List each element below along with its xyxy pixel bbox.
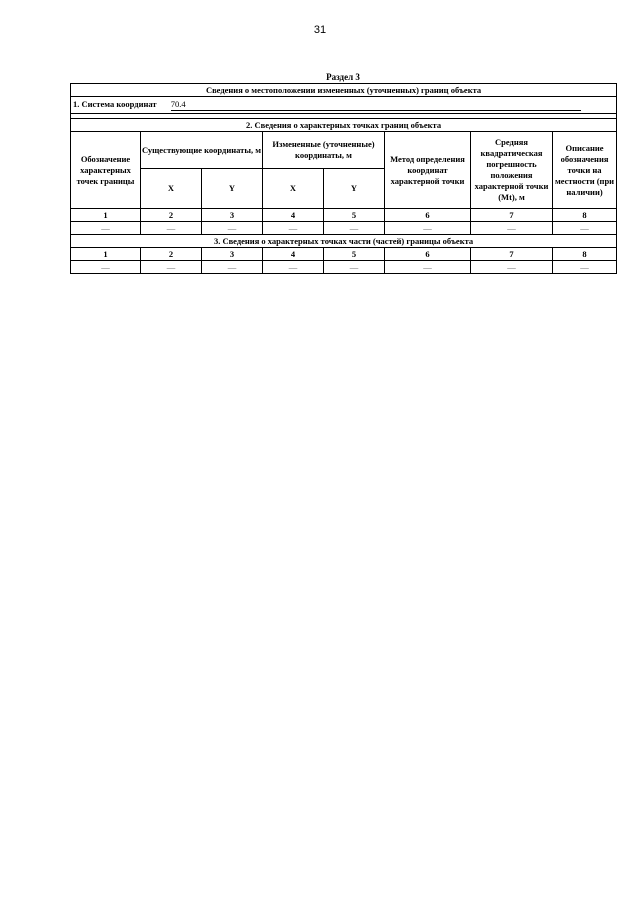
col-number: 7: [471, 248, 553, 261]
table-cell: —: [324, 261, 385, 274]
col-number: 7: [471, 209, 553, 222]
table-title: Сведения о местоположении измененных (уточненных) границ объекта: [71, 84, 617, 97]
header-description: Описание обозначения точки на местности (при наличии): [553, 132, 617, 209]
table-cell: —: [202, 222, 263, 235]
table-cell: —: [324, 222, 385, 235]
header-y-changed: Y: [324, 169, 385, 209]
table-cell: —: [263, 261, 324, 274]
header-existing-coords: Существующие координаты, м: [141, 132, 263, 169]
header-x-existing: X: [141, 169, 202, 209]
col-number: 2: [141, 209, 202, 222]
table-cell: —: [141, 261, 202, 274]
header-x-changed: X: [263, 169, 324, 209]
col-number: 1: [71, 248, 141, 261]
table-cell: —: [71, 222, 141, 235]
header-y-existing: Y: [202, 169, 263, 209]
table-cell: —: [471, 222, 553, 235]
coord-system-label: 1. Система координат: [73, 99, 157, 109]
header-changed-coords: Измененные (уточненные) координаты, м: [263, 132, 385, 169]
table-cell: —: [263, 222, 324, 235]
table-cell: —: [385, 222, 471, 235]
col-number: 2: [141, 248, 202, 261]
table-cell: —: [202, 261, 263, 274]
table-cell: —: [553, 222, 617, 235]
col-number: 6: [385, 248, 471, 261]
section-title: Раздел 3: [326, 72, 360, 82]
col-number: 4: [263, 209, 324, 222]
col-number: 1: [71, 209, 141, 222]
col-number: 8: [553, 209, 617, 222]
col-number: 5: [324, 209, 385, 222]
boundary-table: [70, 83, 617, 274]
col-number: 8: [553, 248, 617, 261]
header-point-designation: Обозначение характерных точек границы: [71, 132, 141, 209]
table-cell: —: [385, 261, 471, 274]
coord-system-value: 70.4: [171, 99, 581, 111]
table-cell: —: [141, 222, 202, 235]
col-number: 4: [263, 248, 324, 261]
col-number: 6: [385, 209, 471, 222]
page-number: 31: [313, 24, 327, 36]
table-cell: —: [71, 261, 141, 274]
part2-title: 2. Сведения о характерных точках границ объекта: [71, 119, 617, 132]
col-number: 3: [202, 209, 263, 222]
header-error: Средняя квадратическая погрешность положения характерной точки (Mt), м: [471, 132, 553, 209]
table-cell: —: [553, 261, 617, 274]
coord-system-row: [71, 97, 617, 114]
col-number: 3: [202, 248, 263, 261]
col-number: 5: [324, 248, 385, 261]
header-method: Метод определения координат характерной точки: [385, 132, 471, 209]
part3-title: 3. Сведения о характерных точках части (частей) границы объекта: [71, 235, 617, 248]
table-cell: —: [471, 261, 553, 274]
